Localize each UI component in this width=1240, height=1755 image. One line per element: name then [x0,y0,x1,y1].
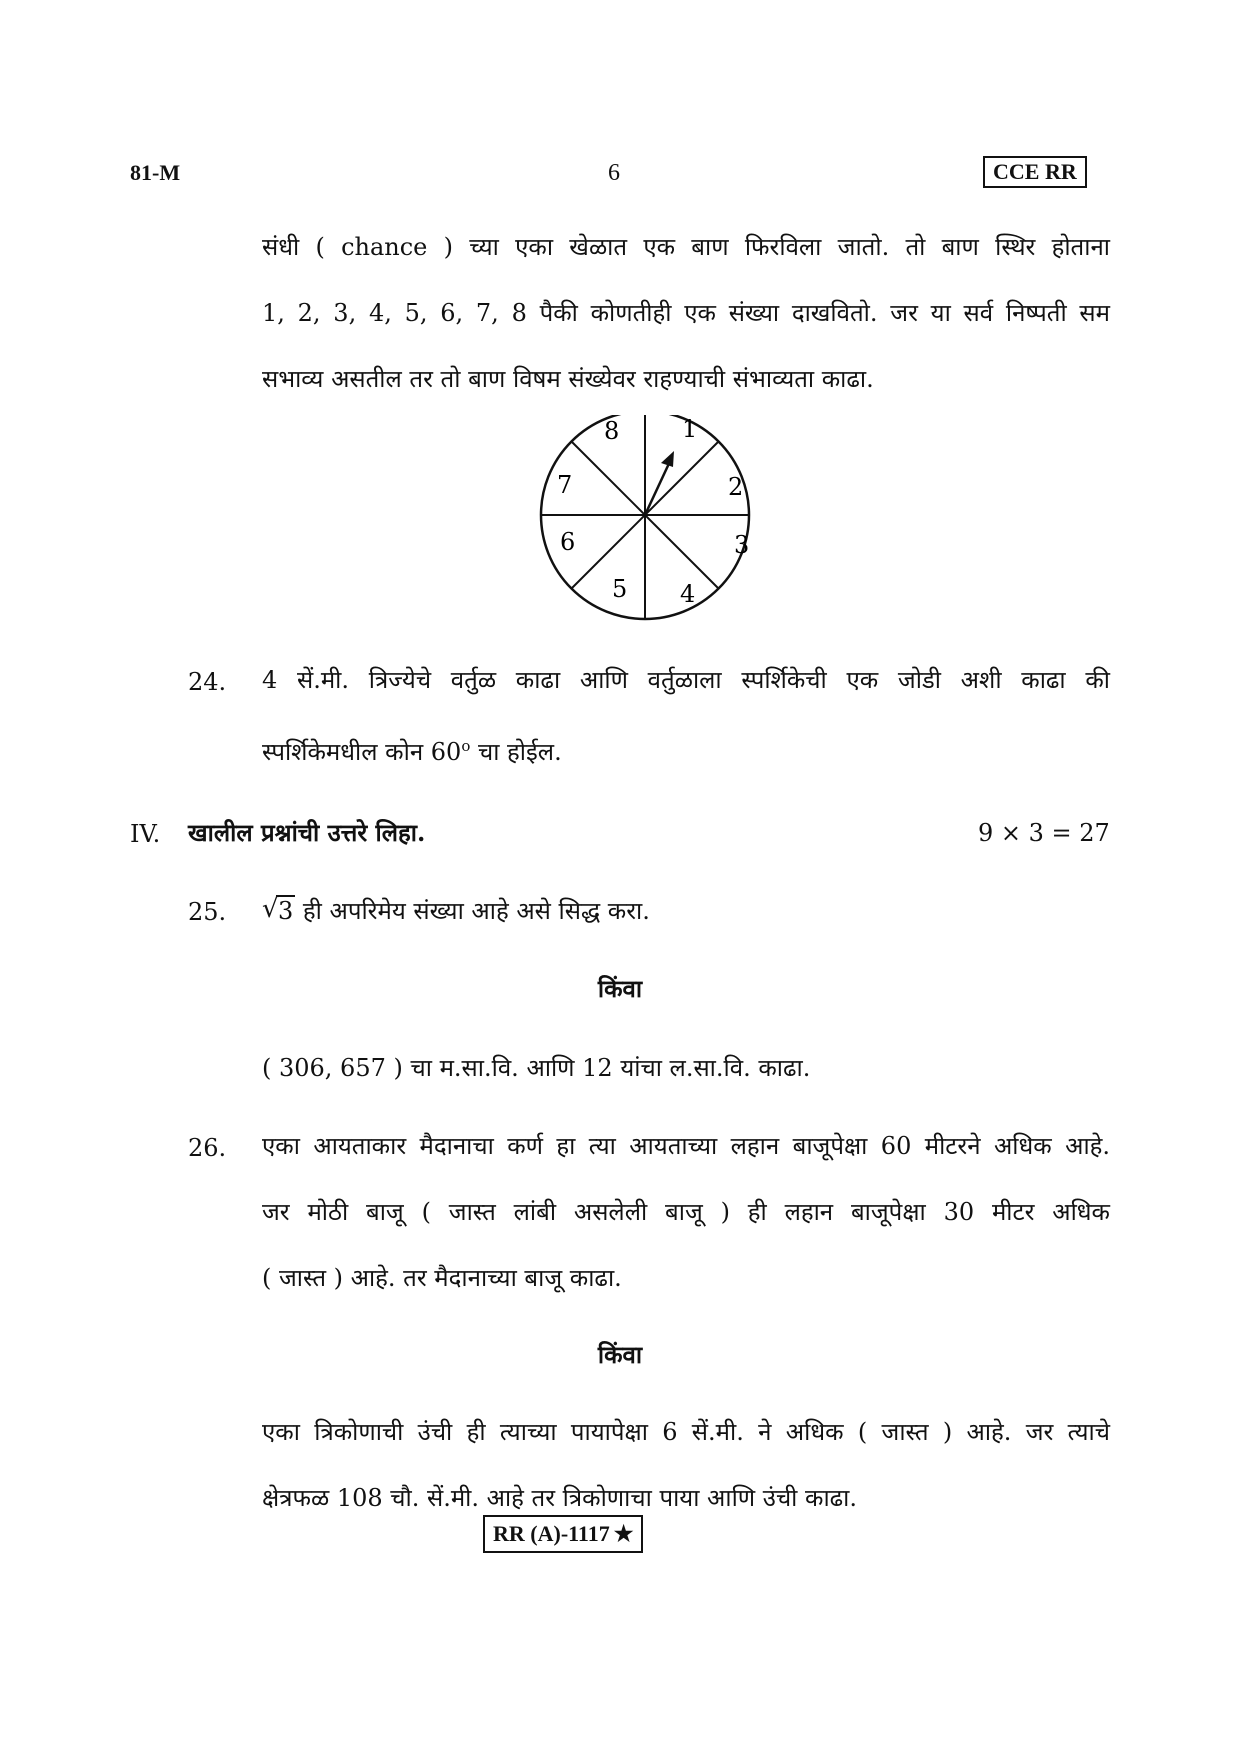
or-label: किंवा [597,974,643,1003]
spinner-label-6: 6 [560,528,576,556]
spinner-label-5: 5 [612,575,628,603]
spinner-figure [535,415,775,625]
spinner-label-7: 7 [557,471,573,499]
star-icon: ★ [613,1521,634,1546]
spinner-arrow [645,457,672,515]
section-roman: IV. [130,820,161,848]
q26-alt-line-2: क्षेत्रफळ 108 चौ. सें.मी. आहे तर त्रिकोणाचा पाया आणि उंची काढा. [262,1484,858,1512]
section-title: खालील प्रश्नांची उत्तरे लिहा. [188,818,426,847]
series-box: CCE RR [983,156,1087,188]
degree-sup: o [461,737,471,755]
q25-alternative: ( 306, 657 ) चा म.सा.वि. आणि 12 यांचा ल.सा.वि. काढा. [262,1054,811,1082]
paper-code: 81-M [130,160,181,185]
q23-line-2: 1, 2, 3, 4, 5, 6, 7, 8 पैकी कोणतीही एक संख्या दाखवितो. जर या सर्व निष्पती सम [262,299,1110,327]
q26-alt-line-1: एका त्रिकोणाची उंची ही त्याच्या पायापेक्षा 6 सें.मी. ने अधिक ( जास्त ) आहे. जर त्याचे [262,1418,1110,1446]
q26-number: 26. [188,1134,227,1162]
q24-number: 24. [188,668,227,696]
q25-text: √ 3 ही अपरिमेय संख्या आहे असे सिद्ध करा. [262,894,650,925]
or-label: किंवा [597,1340,643,1369]
q23-line-3: सभाव्य असतील तर तो बाण विषम संख्येवर राहण्याची संभाव्यता काढा. [262,365,874,393]
footer-code-box: RR (A)-1117 ★ [483,1515,643,1553]
section-marks: 9 × 3 = 27 [978,819,1110,847]
sqrt-expression: √ 3 [262,894,294,925]
q26-line-1: एका आयताकार मैदानाचा कर्ण हा त्या आयताच्या लहान बाजूपेक्षा 60 मीटरने अधिक आहे. [262,1132,1110,1160]
spinner-label-2: 2 [728,473,744,501]
spinner-arrow-head [661,451,674,467]
spinner-label-1: 1 [682,415,698,443]
spinner-label-4: 4 [680,580,696,608]
q23-line-1: संधी ( chance ) च्या एका खेळात एक बाण फिरविला जातो. तो बाण स्थिर होताना [262,233,1110,261]
page-number: 6 [608,160,620,186]
q24-line-1: 4 सें.मी. त्रिज्येचे वर्तुळ काढा आणि वर्तुळाला स्पर्शिकेची एक जोडी अशी काढा की [262,666,1110,694]
spinner-label-3: 3 [734,531,750,559]
q24-line-2: स्पर्शिकेमधील कोन 60$^o$ चा होईल. [262,737,562,766]
q25-number: 25. [188,898,227,926]
q26-line-2: जर मोठी बाजू ( जास्त लांबी असलेली बाजू ) ही लहान बाजूपेक्षा 30 मीटर अधिक [262,1198,1110,1226]
q26-line-3: ( जास्त ) आहे. तर मैदानाच्या बाजू काढा. [262,1264,622,1292]
spinner-label-8: 8 [604,417,620,445]
